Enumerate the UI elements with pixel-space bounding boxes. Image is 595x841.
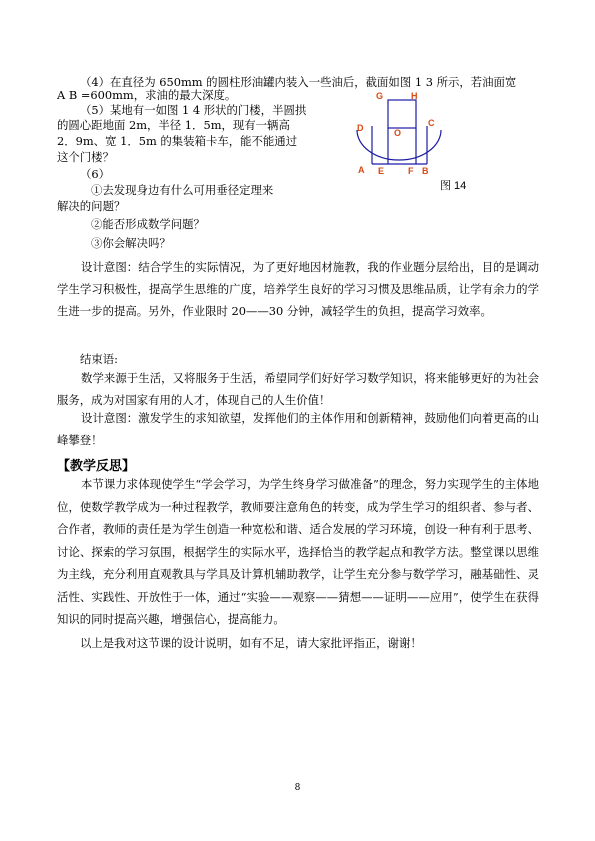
problem-4-line-2: A B =600mm，求油的最大深度。 <box>57 88 237 102</box>
label-o: O <box>394 128 402 138</box>
page-number: 8 <box>294 783 301 793</box>
reflection-paragraph: 本节课力求体现使学生“学会学习，为学生终身学习做准备”的理念，努力实现学生的主体地位，使数学教学成为一种过程教学，教师要注意角色的转变，成为学生学习的组织者、参与者、合作者，教师的责任是为学生创造一种宽松和谐、适合发展的学习环境，创设一种有利于思考、讨论、探索的学习氛围，根据学生的实际水平，选择恰当的教学起点和教学方法。整堂课以思维为主线，充分利用直观教具与学具及计算机辅助教学，让学生充分参与数学学习，融基础性、灵活性、实践性、开放性于一体，通过“实验——观察——猜想——证明——应用”，使学生在获得知识的同时提高兴趣，增强信心，提高能力。 <box>57 477 539 626</box>
label-h: H <box>411 91 418 101</box>
problem-4-line-1: （4）在直径为 650mm 的圆柱形油罐内装入一些油后，截面如图 1 3 所示，若油面宽 <box>80 75 517 89</box>
label-g: G <box>376 91 384 101</box>
label-f: F <box>408 166 414 176</box>
problem-6-question-3: ③你会解决吗？ <box>91 236 171 250</box>
label-d: D <box>357 123 364 133</box>
truck-top <box>388 100 416 128</box>
problem-6-question-2: ②能否形成数学问题？ <box>91 217 205 231</box>
problem-5-line-2: 的圆心距地面 2m，半径 1．5m，现有一辆高 <box>57 118 290 132</box>
problem-6-question-1a: ①去发现身边有什么可用垂径定理来 <box>91 183 274 197</box>
ending-paragraph: 数学来源于生活，又将服务于生活，希望同学们好好学习数学知识，将来能够更好的为社会服务，成为对国家有用的人才，体现自己的人生价值！ <box>57 371 539 407</box>
problem-6-label: （6） <box>80 167 111 181</box>
ending-label: 结束语: <box>80 352 119 366</box>
label-a: A <box>358 165 365 175</box>
figure-caption: 图 14 <box>440 180 467 192</box>
reflection-heading: 【教学反思】 <box>57 459 136 474</box>
problem-6-question-1b: 解决的问题？ <box>57 199 126 213</box>
label-e: E <box>378 166 385 176</box>
problem-5-line-4: 这个门楼？ <box>57 150 114 164</box>
design-intent-paragraph-1: 设计意图：结合学生的实际情况，为了更好地因材施教，我的作业题分层给出，目的是调动学生学习积极性，提高学生思维的广度，培养学生良好的学习习惯及思维品质，让学有余力的学生进一步的提高。另外，作业限时 20——30 分钟，减轻学生的负担，提高学习效率。 <box>57 260 539 318</box>
gate-figure <box>348 88 448 178</box>
closing-line: 以上是我对这节课的设计说明，如有不足，请大家批评指正，谢谢！ <box>80 636 422 650</box>
label-c: C <box>428 118 435 128</box>
problem-5-line-3: 2．9m、宽 1．5m 的集装箱卡车，能不能通过 <box>57 134 298 148</box>
problem-5-line-1: （5）某地有一如图 1 4 形状的门楼，半圆拱 <box>80 103 307 117</box>
label-b: B <box>422 166 429 176</box>
design-intent-paragraph-2: 设计意图：激发学生的求知欲望，发挥他们的主体作用和创新精神，鼓励他们向着更高的山峰攀登！ <box>57 411 539 447</box>
